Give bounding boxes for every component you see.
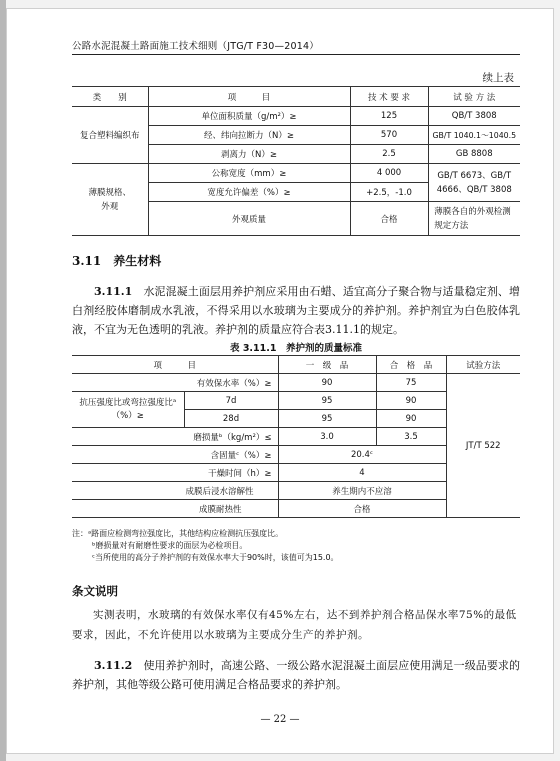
table-cell: 7d bbox=[184, 392, 278, 410]
table-header: 试 验 方 法 bbox=[428, 87, 520, 107]
page-number: — 22 — bbox=[260, 714, 300, 725]
table-note: ᶜ当所使用的高分子养护剂的有效保水率大于90%时，该值可为15.0。 bbox=[92, 553, 339, 562]
table-cell: 3.5 bbox=[376, 428, 446, 446]
table-cell: QB/T 3808 bbox=[428, 107, 520, 126]
clause-3-11-2 bbox=[72, 656, 520, 694]
table-cell: 90 bbox=[376, 410, 446, 428]
table-cell: 磨损量ᵇ（kg/m²）≤ bbox=[72, 428, 278, 446]
table-cell: 570 bbox=[350, 126, 428, 145]
table-cell: 含固量ᶜ（%）≥ bbox=[72, 446, 278, 464]
table-cell: 单位面积质量（g/m²）≥ bbox=[148, 107, 350, 126]
table-cell: 125 bbox=[350, 107, 428, 126]
table-cell: +2.5，-1.0 bbox=[350, 183, 428, 202]
table-notes bbox=[72, 528, 520, 564]
table-header: 项 目 bbox=[72, 356, 278, 374]
continued-label: 续上表 bbox=[482, 72, 514, 84]
method-cell: JT/T 522 bbox=[446, 374, 520, 518]
table-cell: 宽度允许偏差（%）≥ bbox=[148, 183, 350, 202]
category-cell: 复合塑料编织布 bbox=[72, 107, 148, 164]
table-cell bbox=[428, 164, 520, 202]
table-note: ᵇ磨损量对有耐磨性要求的面层为必检项目。 bbox=[92, 541, 248, 550]
table-cell: 外观质量 bbox=[148, 202, 350, 236]
table-caption: 表 3.11.1 养护剂的质量标准 bbox=[230, 343, 362, 354]
table-cell: 经、纬向拉断力（N）≥ bbox=[148, 126, 350, 145]
table-cell: 95 bbox=[278, 410, 376, 428]
method-label: 薄膜各自的外观检测规定方法 bbox=[434, 206, 511, 231]
table-cell: 4 bbox=[278, 464, 446, 482]
clause-text: 使用养护剂时，高速公路、一级公路水泥混凝土面层应使用满足一级品要求的养护剂，其他等级公路可使用满足合格品要求的养护剂。 bbox=[72, 659, 520, 691]
header-rule bbox=[72, 54, 520, 55]
table-cell: 28d bbox=[184, 410, 278, 428]
table-cell: 合格 bbox=[278, 500, 446, 518]
table-cell: 剥离力（N）≥ bbox=[148, 145, 350, 164]
table-header: 项 目 bbox=[148, 87, 350, 107]
table-cell: 养生期内不应溶 bbox=[278, 482, 446, 500]
table-cell: 4 000 bbox=[350, 164, 428, 183]
table-cell: 90 bbox=[376, 392, 446, 410]
explanation-heading: 条文说明 bbox=[72, 584, 118, 598]
table-cell: 2.5 bbox=[350, 145, 428, 164]
table-cell: 75 bbox=[376, 374, 446, 392]
category-label: 薄膜规格、外观 bbox=[88, 187, 131, 212]
table-cell: 成膜后浸水溶解性 bbox=[72, 482, 278, 500]
table-cell: 3.0 bbox=[278, 428, 376, 446]
method-label: GB/T 6673、GB/T 4666、QB/T 3808 bbox=[436, 170, 512, 195]
section-number: 3.11 bbox=[72, 254, 102, 268]
table-cell: 90 bbox=[278, 374, 376, 392]
section-title: 养生材料 bbox=[113, 254, 162, 268]
strength-label: 抗压强度比或弯拉强度比ᵃ（%）≥ bbox=[79, 397, 177, 421]
clause-3-11-1 bbox=[72, 282, 520, 339]
clause-number: 3.11.1 bbox=[94, 285, 133, 298]
table-cell bbox=[72, 392, 184, 428]
table-header: 合 格 品 bbox=[376, 356, 446, 374]
section-heading bbox=[72, 252, 161, 269]
table-header: 类 别 bbox=[72, 87, 148, 107]
table-cell: GB/T 1040.1～1040.5 bbox=[428, 126, 520, 145]
spec-table-continued bbox=[72, 86, 520, 236]
curing-agent-table bbox=[72, 355, 520, 518]
table-header: 一 级 品 bbox=[278, 356, 376, 374]
explanation-text: 实测表明，水玻璃的有效保水率仅有45%左右，达不到养护剂合格品保水率75%的最低要求，因此，不允许使用以水玻璃为主要成分生产的养护剂。 bbox=[72, 609, 517, 641]
table-cell: 公称宽度（mm）≥ bbox=[148, 164, 350, 183]
table-cell: GB 8808 bbox=[428, 145, 520, 164]
table-cell: 20.4ᶜ bbox=[278, 446, 446, 464]
table-header: 试验方法 bbox=[446, 356, 520, 374]
table-note: 注：ᵃ路面应检测弯拉强度比，其他结构应检测抗压强度比。 bbox=[72, 529, 284, 538]
clause-text: 水泥混凝土面层用养护剂应采用由石蜡、适宜高分子聚合物与适量稳定剂、增白剂经胶体磨制成水乳液，不得采用以水玻璃为主要成分的养护剂。养护剂宜为白色胶体乳液，不宜为无色透明的乳液。养护剂的质量应符合表3.11.1的规定。 bbox=[72, 285, 520, 336]
clause-number: 3.11.2 bbox=[94, 659, 133, 672]
running-head: 公路水泥混凝土路面施工技术细则（JTG/T F30—2014） bbox=[72, 41, 319, 52]
table-cell bbox=[428, 202, 520, 236]
table-cell: 95 bbox=[278, 392, 376, 410]
table-cell: 合格 bbox=[350, 202, 428, 236]
table-cell: 成膜耐热性 bbox=[72, 500, 278, 518]
category-cell bbox=[72, 164, 148, 236]
table-header: 技 术 要 求 bbox=[350, 87, 428, 107]
table-cell: 有效保水率（%）≥ bbox=[72, 374, 278, 392]
table-cell: 干燥时间（h）≥ bbox=[72, 464, 278, 482]
